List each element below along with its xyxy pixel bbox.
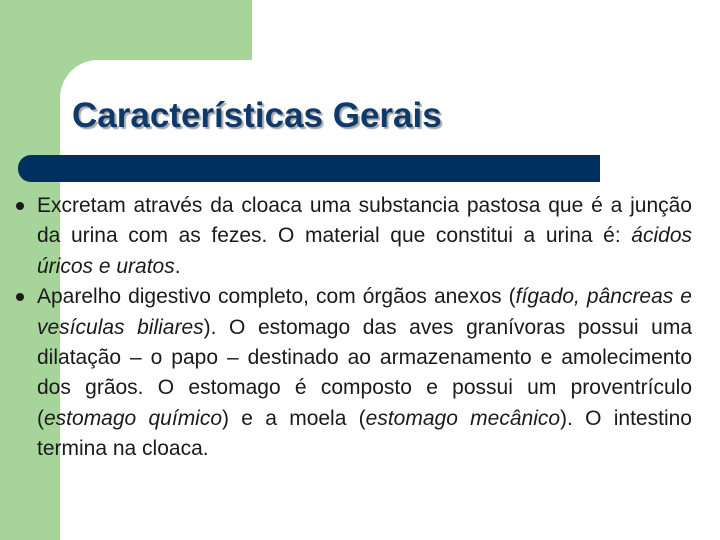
bullet-dot-icon (16, 293, 24, 301)
bullet-segment: Excretam através da cloaca uma substancia pastosa que é a junção da urina com as fezes. O material que constitui a urina é: (37, 194, 692, 248)
bullet-segment-italic: estomago químico (44, 406, 223, 430)
bullet-segment: Aparelho digestivo completo, com órgãos anexos ( (37, 285, 516, 309)
bullet-segment: . (174, 254, 181, 278)
bullet-item (16, 282, 692, 464)
slide-content (16, 191, 692, 465)
bullet-segment-italic: ácidos úricos e uratos (37, 224, 692, 278)
title-underline-bar (18, 155, 600, 182)
bullet-segment: ). O estomago das aves granívoras possui uma dilatação – o papo – destinado ao armazenamento e amolecimento dos grãos. O estomago é composto e possui um proventrículo ( (37, 315, 692, 430)
bullet-segment-italic: fígado, pâncreas e vesículas biliares (37, 285, 692, 339)
slide-title: Características Gerais (72, 96, 442, 135)
bullet-segment: ). O intestino termina na cloaca. (37, 406, 692, 461)
bullet-item (16, 191, 692, 282)
bullet-dot-icon (16, 202, 24, 210)
bullet-segment: ) e a moela ( (222, 406, 366, 430)
bullet-segment-italic: estomago mecânico (365, 406, 561, 430)
